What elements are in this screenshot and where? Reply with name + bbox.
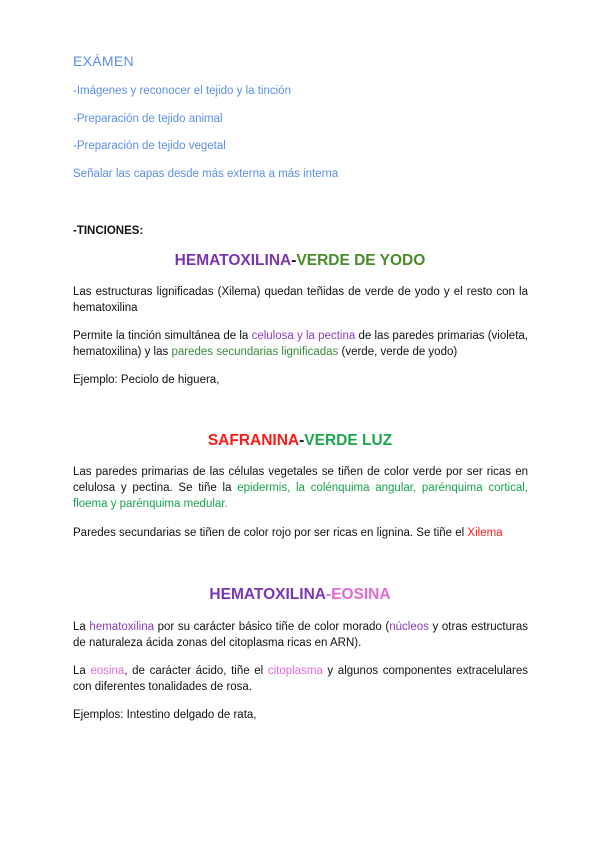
heading-part-b: VERDE DE YODO (296, 252, 426, 269)
s2-p2-text: Paredes secundarias se tiñen de color rojo por ser ricas en lignina. Se tiñe el (73, 527, 468, 539)
heading-safranina-verde-luz (0, 432, 600, 450)
heading-part-b: VERDE LUZ (304, 432, 393, 449)
s3-p2-text: y algunos componentes extracelulares con diferentes tonalidades de rosa. (73, 665, 528, 693)
s1-p2-text: Permite la tinción simultánea de la (73, 330, 252, 342)
exam-item-vegetal: -Preparación de tejido vegetal (73, 140, 226, 152)
s3-example: Ejemplos: Intestino delgado de rata, (73, 709, 257, 721)
heading-part-b: EOSINA (331, 586, 391, 603)
exam-item-layers: Señalar las capas desde más externa a más interna (73, 168, 339, 180)
s2-highlight-tissues: epidermis, la colénquima angular, parénquima cortical, floema y parénquima medular. (73, 482, 528, 510)
s3-p1-text: y otras estructuras de naturaleza ácida zonas del citoplasma ricas en ARN). (73, 621, 528, 649)
tinciones-label: -TINCIONES: (73, 225, 144, 237)
exam-title: EXÁMEN (73, 53, 134, 69)
exam-item-images: -Imágenes y reconocer el tejido y la tinción (73, 85, 291, 97)
heading-hematoxilina-verde-yodo (0, 252, 600, 270)
s3-highlight-eosina: eosina (90, 665, 125, 677)
s3-paragraph-1 (73, 619, 528, 651)
s2-paragraph-1 (73, 464, 528, 512)
s1-highlight-paredes: paredes secundarias lignificadas (171, 346, 339, 358)
s2-paragraph-2 (73, 525, 528, 541)
s3-p2-text: La (73, 665, 91, 677)
s3-p1-text: La (73, 621, 90, 633)
heading-part-a: HEMATOXILINA (209, 586, 326, 603)
s1-p2-text: (verde, verde de yodo) (338, 346, 458, 358)
s2-p1-text: Las paredes primarias de las células vegetales se tiñen de color verde por ser ricas en celulosa y pectina. Se tiñe la (73, 466, 528, 494)
s3-paragraph-2 (73, 663, 528, 695)
s3-p1-text: por su carácter básico tiñe de color morado ( (154, 621, 390, 633)
exam-item-animal: -Preparación de tejido animal (73, 113, 223, 125)
heading-hematoxilina-eosina (0, 586, 600, 604)
s3-highlight-citoplasma: citoplasma (267, 665, 323, 677)
s1-example: Ejemplo: Peciolo de higuera, (73, 374, 220, 386)
s2-highlight-xilema: Xilema (467, 527, 503, 539)
s3-highlight-nucleos: núcleos (389, 621, 429, 633)
heading-sep: - (291, 252, 297, 269)
heading-sep: - (299, 432, 305, 449)
heading-part-a: HEMATOXILINA (174, 252, 292, 269)
s1-paragraph-2 (73, 328, 528, 360)
heading-part-a: SAFRANINA (207, 432, 300, 449)
s3-p2-text: , de carácter ácido, tiñe el (124, 665, 268, 677)
s3-highlight-hematoxilina: hematoxilina (89, 621, 154, 633)
heading-sep: - (325, 586, 332, 603)
s1-highlight-celulosa: celulosa y la pectina (251, 330, 356, 342)
s1-paragraph-1: Las estructuras lignificadas (Xilema) quedan teñidas de verde de yodo y el resto con la hematoxilina (73, 286, 528, 314)
s1-p2-text: de las paredes primarias (violeta, hematoxilina) y las (73, 330, 528, 358)
